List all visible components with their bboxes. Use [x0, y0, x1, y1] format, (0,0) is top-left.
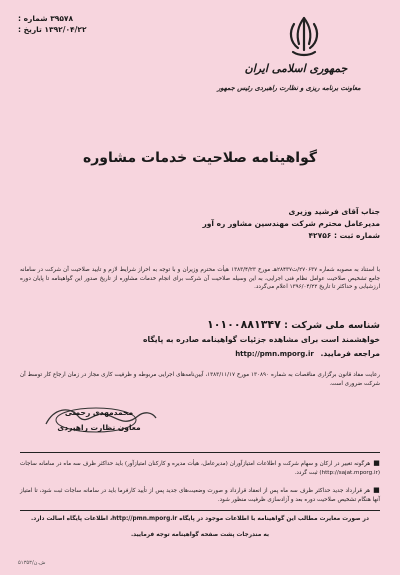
- national-id-value: ۱۰۱۰۰۸۸۱۳۴۷: [207, 318, 281, 331]
- bullet-icon: ■: [373, 459, 380, 467]
- reference-number-value: ۳۹۵۷۸: [50, 14, 74, 23]
- divider-bottom: [20, 510, 380, 511]
- addressee-block: [80, 207, 380, 240]
- national-id-label: شناسه ملی شرکت :: [284, 320, 380, 331]
- note-text-1: هرگونه تغییر در ارکان و سهام شرکت و اطلاعات امتیازآوران (مدیرعامل، هیأت مدیره و کارکنان امتیازآور) باید حداکثر ظرف سه ماه در سامانه ساجات (http://sajat.mporg.ir) ثبت گردد.: [20, 461, 380, 476]
- reference-number: [18, 14, 87, 23]
- registration-number: [80, 231, 380, 240]
- form-code: ش.ن/۵۱۳۵۳: [18, 560, 46, 566]
- org-name-primary: جمهوری اسلامی ایران: [244, 62, 348, 75]
- reference-date: [18, 25, 87, 34]
- reference-date-label: تاریخ :: [18, 25, 42, 34]
- signatory-title: معاون نظارت راهبردی: [57, 423, 141, 432]
- body-paragraph: با استناد به مصوبه شماره ۲۷۰۶۳۷/ت۲۸۴۳۷هـ مورخ ۱۳۸۳/۴/۲۳ هیأت محترم وزیران و با توجه به احراز شرایط لازم و تایید صلاحیت آن شرکت در سامانه جامع تشخیص صلاحیت عوامل نظام فنی اجرایی، به این وسیله صلاحیت آن شرکت برای انجام خدمات مشاوره از تاریخ صدور این گواهینامه تا پایان دوره ارزشیابی و حداکثر تا تاریخ ۱۳۹۶/۰۴/۲۲ اعلام می‌گردد.: [20, 267, 381, 291]
- request-line-url: [235, 349, 380, 358]
- request-line: خواهشمند است برای مشاهده جزئیات گواهینامه صادره به پایگاه: [143, 335, 380, 344]
- emblem-icon: [284, 14, 324, 58]
- bullet-icon: ■: [373, 486, 380, 494]
- note-text-2: هر قرارداد جدید حداکثر ظرف سه ماه پس از انعقاد قرارداد و صورت وضعیت‌های جدید پس از تأیید کارفرما باید در سامانه ساجات ثبت شود، تا امتیاز آنها هنگام تشخیص صلاحیت دوره بعد و آزادسازی ظرفیت منظور شود.: [20, 488, 380, 503]
- observance-note: رعایت مفاد قانون برگزاری مناقصات به شماره ۱۳۰۸۹۰ مورخ ۱۳۸۳/۱۱/۱۷، آیین‌نامه‌های اجرایی مربوطه و ظرفیت کاری مجاز در زمان ارجاع کار توسط آن شرکت ضروری است.: [20, 372, 380, 387]
- addressee-position: مدیرعامل محترم شرکت مهندسین مشاور ره آور: [202, 219, 380, 228]
- reference-date-value: ۱۳۹۲/۰۴/۲۲: [44, 25, 87, 34]
- footer-see-back: به مندرجات پشت صفحه گواهینامه توجه فرمایید.: [130, 532, 270, 538]
- divider-top: [20, 452, 380, 453]
- pmn-link[interactable]: http://pmn.mporg.ir: [235, 350, 314, 358]
- signature-block: [34, 402, 164, 432]
- footer-validity: در صورت مغایرت مطالب این گواهینامه با اطلاعات موجود در پایگاه http://pmn.mporg.ir، اطلاعات پایگاه اصالت دارد.: [31, 516, 369, 522]
- org-name-secondary: معاونت برنامه ریزی و نظارت راهبردی رئیس جمهور: [217, 84, 361, 92]
- note-item: [20, 458, 380, 478]
- certificate-title: گواهینامه صلاحیت خدمات مشاوره: [82, 150, 318, 166]
- signatory-name: محمدمهدی رحمتی: [64, 408, 134, 417]
- registration-number-value: ۴۲۷۵۶: [308, 231, 332, 240]
- request-tail-text: مراجعه فرمایید.: [320, 349, 380, 358]
- note-item: [20, 485, 380, 505]
- addressee-salutation: جناب آقای فرشید وزیری: [288, 207, 380, 216]
- national-id: [207, 318, 380, 331]
- reference-number-label: شماره :: [18, 14, 48, 23]
- registration-number-label: شماره ثبت :: [333, 231, 380, 240]
- reference-block: [18, 14, 87, 34]
